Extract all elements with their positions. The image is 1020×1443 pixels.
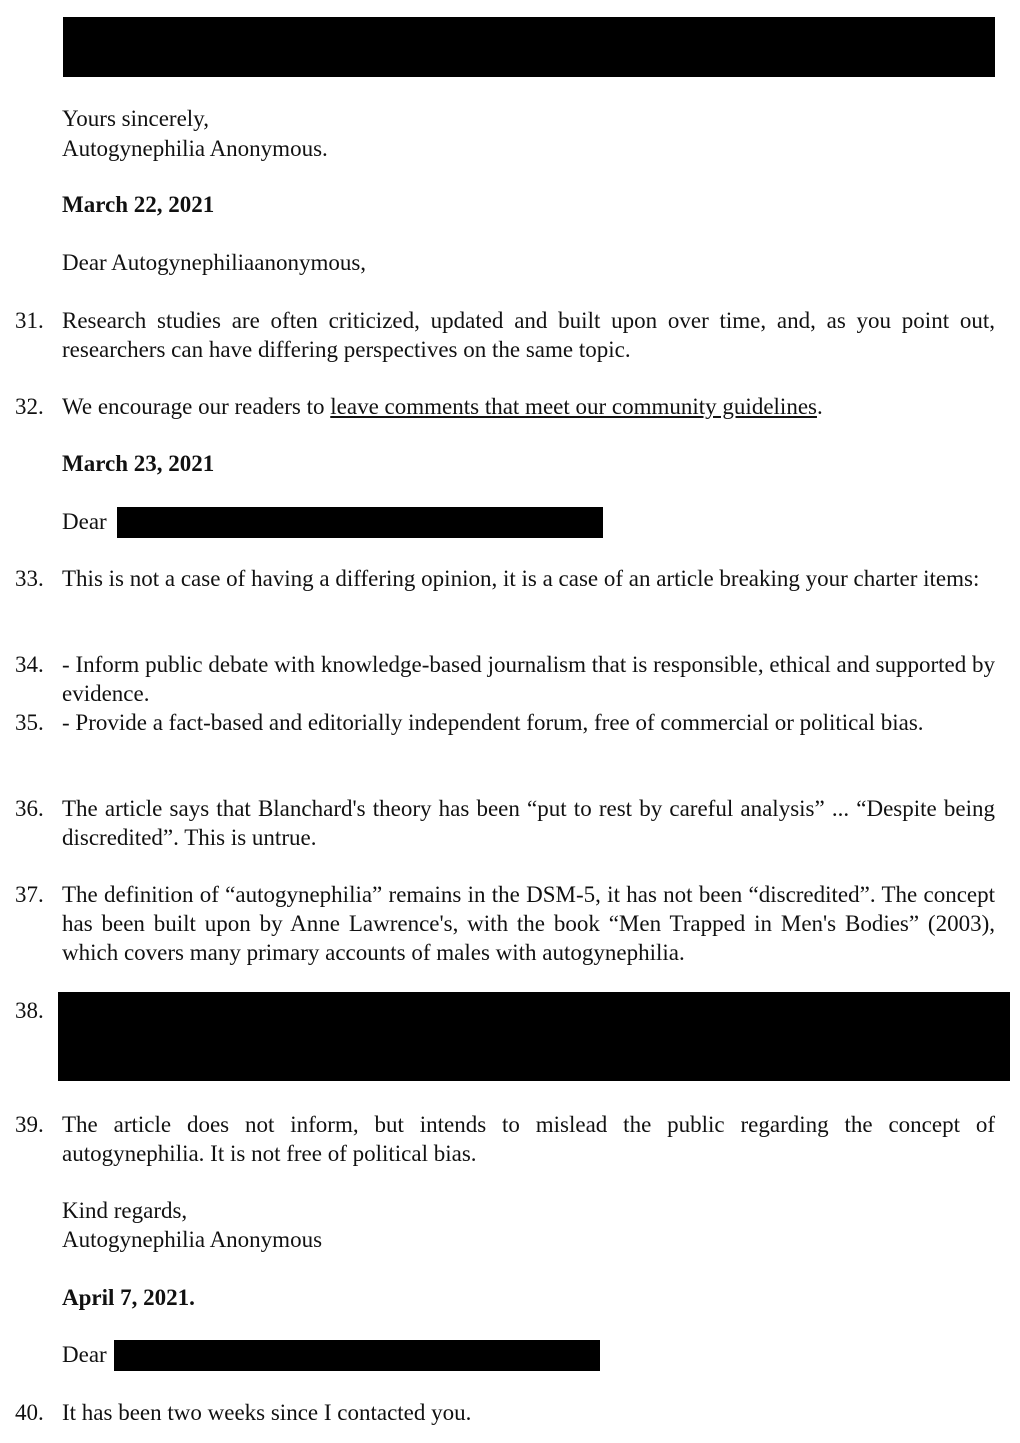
- redaction-block-name: [117, 507, 603, 538]
- item-text: This is not a case of having a differing opinion, it is a case of an article breaking your charter items:: [62, 566, 980, 591]
- item-number: 38.: [15, 998, 44, 1023]
- item-text: It has been two weeks since I contacted you.: [62, 1400, 472, 1425]
- salutation: Dear Autogynephiliaanonymous,: [62, 250, 367, 275]
- item-number: 35.: [15, 710, 44, 735]
- redaction-block-name: [114, 1340, 600, 1371]
- closing-name: Autogynephilia Anonymous: [62, 1227, 323, 1252]
- closing-signoff: Kind regards,: [62, 1198, 188, 1223]
- closing-name: Autogynephilia Anonymous.: [62, 136, 328, 161]
- item-text-suffix: .: [816, 394, 823, 419]
- item-number: 34.: [15, 652, 44, 677]
- item-text: The definition of “autogynephilia” remains in the DSM-5, it has not been “discredited”. The concept has been built upon by Anne Lawrence's, with the book “Men Trapped in Men's Bodies” (2003), which covers many primary accounts of males with autogynephilia.: [62, 882, 995, 965]
- item-number: 40.: [15, 1400, 44, 1425]
- item-text: The article does not inform, but intends to mislead the public regarding the concept of autogynephilia. It is not free of political bias.: [62, 1112, 995, 1166]
- closing-signoff: Yours sincerely,: [62, 106, 209, 131]
- item-number: 32.: [15, 394, 44, 419]
- item-number: 33.: [15, 566, 44, 591]
- item-text: The article says that Blanchard's theory has been “put to rest by careful analysis” ... “Despite being discredited”. This is untrue.: [62, 796, 995, 850]
- item-number: 31.: [15, 308, 44, 333]
- community-guidelines-link[interactable]: leave comments that meet our community guidelines: [330, 394, 817, 419]
- item-text: Research studies are often criticized, updated and built upon over time, and, as you point out, researchers can have differing perspectives on the same topic.: [62, 308, 995, 362]
- salutation: Dear: [62, 1342, 107, 1367]
- item-text: [62, 392, 823, 421]
- letter-date: March 22, 2021: [62, 192, 215, 217]
- salutation: Dear: [62, 509, 107, 534]
- item-number: 36.: [15, 796, 44, 821]
- item-text: - Provide a fact-based and editorially independent forum, free of commercial or political bias.: [62, 710, 924, 735]
- redaction-block-item-38: [58, 992, 1010, 1081]
- item-text: - Inform public debate with knowledge-based journalism that is responsible, ethical and supported by evidence.: [62, 652, 995, 706]
- item-number: 37.: [15, 882, 44, 907]
- letter-date: April 7, 2021.: [62, 1285, 195, 1310]
- item-text-prefix: We encourage our readers to: [62, 394, 331, 419]
- redaction-block-top: [63, 17, 995, 77]
- item-number: 39.: [15, 1112, 44, 1137]
- letter-date: March 23, 2021: [62, 451, 215, 476]
